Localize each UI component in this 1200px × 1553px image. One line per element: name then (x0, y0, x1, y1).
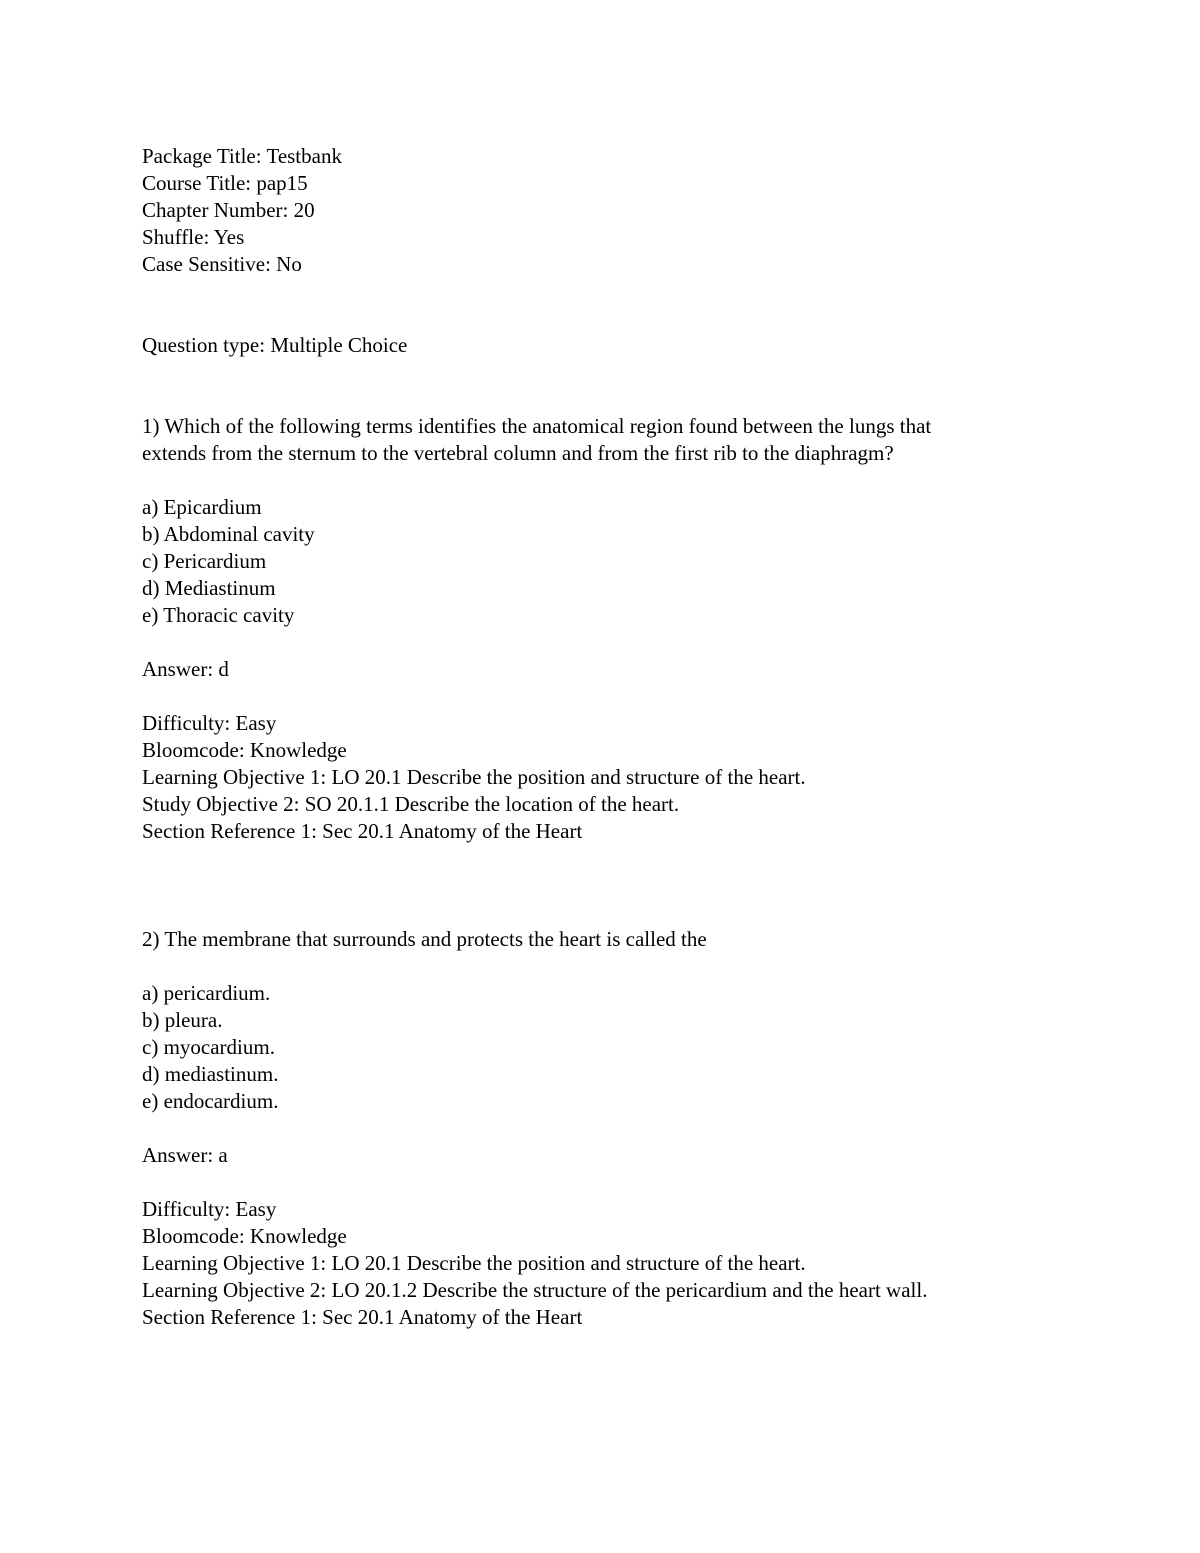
package-header (142, 143, 1062, 278)
learning-objective: Learning Objective 1: LO 20.1 Describe the position and structure of the heart. (142, 765, 806, 789)
document-content (142, 143, 1062, 1331)
spacer (142, 953, 1062, 980)
correct-answer: Answer: d (142, 657, 229, 681)
answer-option: b) Abdominal cavity (142, 522, 315, 546)
question-stem: 2) The membrane that surrounds and protects the heart is called the (142, 927, 707, 951)
course-title: Course Title: pap15 (142, 171, 308, 195)
bloomcode: Bloomcode: Knowledge (142, 1224, 347, 1248)
bloomcode: Bloomcode: Knowledge (142, 738, 347, 762)
package-title: Package Title: Testbank (142, 144, 342, 168)
answer-option: a) pericardium. (142, 981, 271, 1005)
correct-answer: Answer: a (142, 1143, 228, 1167)
answer-option: d) mediastinum. (142, 1062, 279, 1086)
answer-option: d) Mediastinum (142, 576, 276, 600)
question-type: Question type: Multiple Choice (142, 333, 408, 357)
answer-option: b) pleura. (142, 1008, 223, 1032)
learning-objective: Learning Objective 1: LO 20.1 Describe the position and structure of the heart. (142, 1251, 806, 1275)
section-reference: Section Reference 1: Sec 20.1 Anatomy of the Heart (142, 819, 583, 843)
question-stem: 1) Which of the following terms identifies the anatomical region found between the lungs that (142, 414, 932, 438)
chapter-number: Chapter Number: 20 (142, 198, 315, 222)
answer-option: c) Pericardium (142, 549, 267, 573)
case-sensitive-setting: Case Sensitive: No (142, 252, 302, 276)
section-reference: Section Reference 1: Sec 20.1 Anatomy of the Heart (142, 1305, 583, 1329)
difficulty: Difficulty: Easy (142, 1197, 277, 1221)
spacer (142, 629, 1062, 656)
question-2 (142, 926, 1062, 1331)
answer-option: c) myocardium. (142, 1035, 275, 1059)
spacer (142, 467, 1062, 494)
spacer (142, 359, 1062, 413)
shuffle-setting: Shuffle: Yes (142, 225, 245, 249)
study-objective: Study Objective 2: SO 20.1.1 Describe the location of the heart. (142, 792, 680, 816)
spacer (142, 1169, 1062, 1196)
spacer (142, 845, 1062, 926)
answer-option: a) Epicardium (142, 495, 262, 519)
spacer (142, 683, 1062, 710)
difficulty: Difficulty: Easy (142, 711, 277, 735)
question-stem: extends from the sternum to the vertebral column and from the first rib to the diaphragm? (142, 441, 894, 465)
spacer (142, 278, 1062, 332)
spacer (142, 1115, 1062, 1142)
answer-option: e) Thoracic cavity (142, 603, 295, 627)
question-1 (142, 413, 1062, 845)
learning-objective: Learning Objective 2: LO 20.1.2 Describe the structure of the pericardium and the heart wall. (142, 1278, 928, 1302)
answer-option: e) endocardium. (142, 1089, 279, 1113)
